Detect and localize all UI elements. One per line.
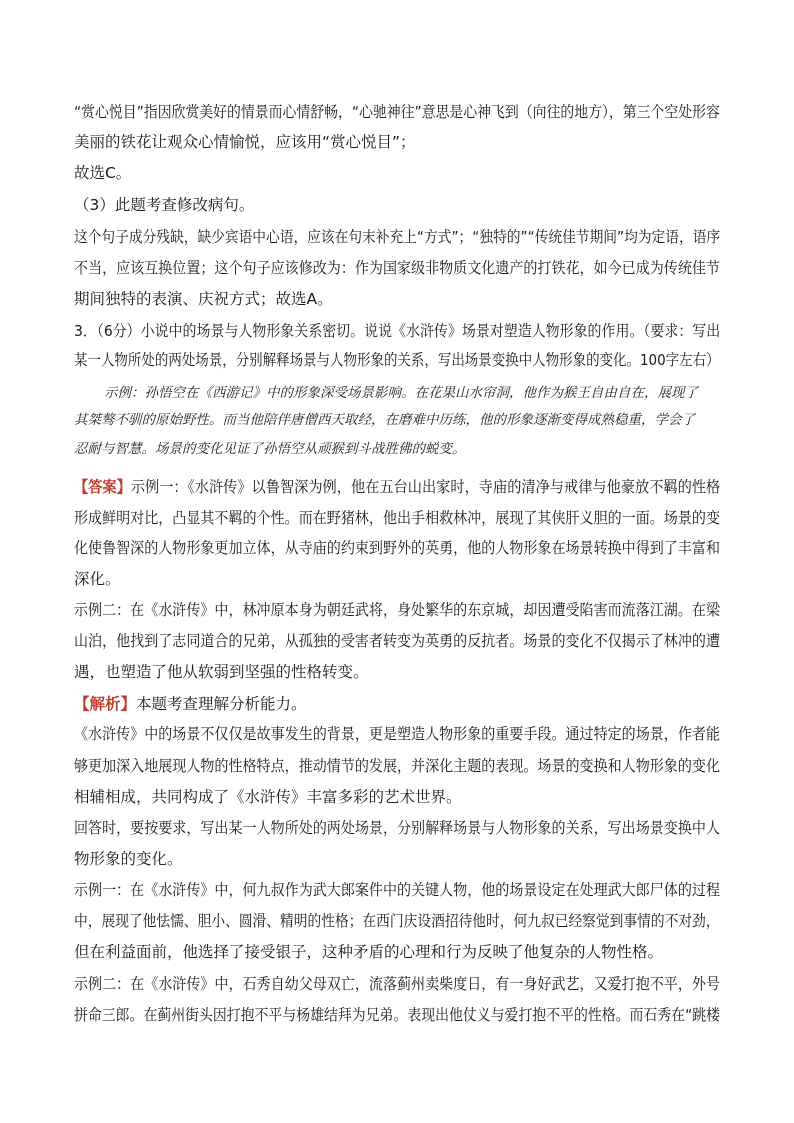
example-line: 其桀骜不驯的原始野性。而当他陪伴唐僧西天取经，在磨难中历练，他的形象逐渐变得成熟稳重，学会了 (74, 412, 695, 428)
analysis-line: 示例二：在《水浒传》中，石秀自幼父母双亡，流落蓟州卖柴度日，有一身好武艺，又爱打抱不平，外号 (74, 975, 720, 993)
analysis-line: 《水浒传》中的场景不仅仅是故事发生的背景，更是塑造人物形象的重要手段。通过特定的场景，作者能 (74, 725, 720, 743)
text-line: （3）此题考查修改病句。 (74, 196, 255, 214)
analysis-line: 【解析】本题考查理解分析能力。 (74, 695, 307, 713)
analysis-line: 相辅相成，共同构成了《水浒传》丰富多彩的艺术世界。 (74, 788, 462, 806)
answer-line: 深化。 (74, 570, 121, 588)
text-line: 故选C。 (74, 164, 132, 182)
text-line: 美丽的铁花让观众心情愉悦，应该用“赏心悦目”； (74, 133, 416, 151)
analysis-tag: 【解析】 (74, 695, 137, 713)
text-line: “赏心悦目”指因欣赏美好的情景而心情舒畅，“心驰神往”意思是心神飞到（向往的地方），第三个空处形容 (74, 103, 720, 121)
example-line: 忍耐与智慧。场景的变化见证了孙悟空从顽猴到斗战胜佛的蜕变。 (74, 441, 466, 457)
text-line: 这个句子成分残缺，缺少宾语中心语，应该在句末补充上“方式”；“独特的”“传统佳节期间”均为定语，语序 (74, 228, 721, 246)
analysis-line: 物形象的变化。 (74, 850, 183, 868)
analysis-line: 拼命三郎。在蓟州街头因打抱不平与杨雄结拜为兄弟。表现出他仗义与爱打抱不平的性格。而石秀在“跳楼 (74, 1006, 721, 1024)
analysis-line: 但在利益面前，他选择了接受银子，这种矛盾的心理和行为反映了他复杂的人物性格。 (74, 943, 664, 961)
answer-line: 遇，也塑造了他从软弱到坚强的性格转变。 (74, 663, 369, 681)
example-line: 示例：孙悟空在《西游记》中的形象深受场景影响。在花果山水帘洞，他作为猴王自由自在，展现了 (104, 385, 698, 401)
analysis-line: 回答时，要按要求，写出某一人物所处的两处场景，分别解释场景与人物形象的关系，写出场景变换中人 (74, 819, 720, 837)
answer-line: 示例二：在《水浒传》中，林冲原本身为朝廷武将，身处繁华的东京城，却因遭受陷害而流落江湖。在梁 (74, 601, 720, 619)
analysis-line: 中，展现了他怯懦、胆小、圆滑、精明的性格；在西门庆设酒招待他时，何九叔已经察觉到事情的不对劲， (74, 912, 720, 930)
answer-line: 形成鲜明对比，凸显其不羁的个性。而在野猪林，他出手相救林冲，展现了其侠肝义胆的一面。场景的变 (74, 509, 720, 527)
question-3-line: 3．（6分）小说中的场景与人物形象关系密切。说说《水浒传》场景对塑造人物形象的作用。（要求：写出 (74, 322, 721, 340)
question-3-line: 某一人物所处的两处场景，分别解释场景与人物形象的关系，写出场景变换中人物形象的变化。100字左右） (74, 351, 720, 369)
answer-line: 【答案】示例一：《水浒传》以鲁智深为例，他在五台山出家时，寺庙的清净与戒律与他豪放不羁的性格 (74, 478, 721, 496)
answer-line: 山泊，他找到了志同道合的兄弟，从孤独的受害者转变为英勇的反抗者。场景的变化不仅揭示了林冲的遭 (74, 632, 720, 650)
analysis-line: 够更加深入地展现人物的性格特点，推动情节的发展，并深化主题的表现。场景的变换和人物形象的变化 (74, 757, 720, 775)
answer-tag: 【答案】 (74, 478, 131, 496)
text-line: 不当，应该互换位置；这个句子应该修改为：作为国家级非物质文化遗产的打铁花，如今已成为传统佳节 (74, 259, 720, 277)
text-line: 期间独特的表演、庆祝方式；故选A。 (74, 290, 333, 308)
analysis-line: 示例一：在《水浒传》中，何九叔作为武大郎案件中的关键人物，他的场景设定在处理武大郎尸体的过程 (74, 881, 720, 899)
answer-line: 化使鲁智深的人物形象更加立体，从寺庙的约束到野外的英勇，他的人物形象在场景转换中得到了丰富和 (74, 539, 720, 557)
